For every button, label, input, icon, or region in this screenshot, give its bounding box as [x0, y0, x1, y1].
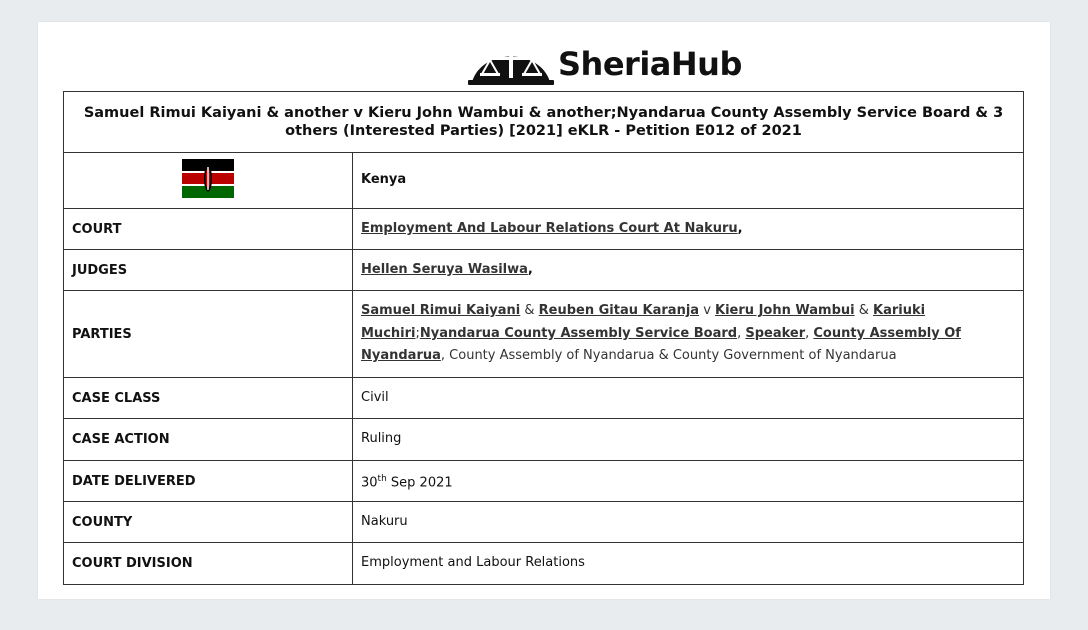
case-action-label: CASE ACTION — [64, 419, 353, 461]
court-row — [64, 209, 1024, 250]
kenya-flag-icon — [182, 159, 234, 198]
brand-name: SheriaHub — [558, 45, 742, 83]
county-value: Nakuru — [353, 502, 1024, 543]
sheriahub-logo[interactable] — [468, 38, 742, 90]
judges-value — [353, 250, 1024, 291]
judges-suffix: , — [527, 261, 533, 277]
case-class-value: Civil — [353, 378, 1024, 419]
party-link-6[interactable]: Speaker — [745, 325, 806, 341]
party-link-3[interactable]: Kieru John Wambui — [715, 303, 855, 319]
court-value — [353, 209, 1024, 250]
party-link-7[interactable]: County Assembly Of Nyandarua — [361, 325, 961, 364]
case-action-row — [64, 419, 1024, 461]
party-sep: ; — [415, 325, 420, 341]
date-delivered-label: DATE DELIVERED — [64, 461, 353, 502]
party-sep: , — [805, 325, 814, 341]
party-link-4[interactable]: Kariuki Muchiri — [361, 303, 926, 341]
case-class-label: CASE CLASS — [64, 378, 353, 419]
date-delivered-value — [353, 461, 1024, 502]
country-name: Kenya — [353, 153, 1024, 209]
county-row — [64, 502, 1024, 543]
date-ordinal: th — [377, 473, 387, 484]
case-action-value: Ruling — [353, 419, 1024, 461]
party-sep: & — [854, 303, 873, 319]
date-rest: Sep 2021 — [386, 474, 453, 490]
parties-row — [64, 291, 1024, 378]
flag-cell — [64, 153, 353, 209]
date-delivered-row — [64, 461, 1024, 502]
court-suffix: , — [737, 220, 743, 236]
country-row — [64, 153, 1024, 209]
case-class-row — [64, 378, 1024, 419]
party-rest: , County Assembly of Nyandarua & County Government of Nyandarua — [440, 348, 897, 364]
party-sep: & — [520, 303, 539, 319]
parties-value — [353, 291, 1024, 378]
party-sep: , — [737, 325, 746, 341]
title-row — [64, 92, 1024, 153]
party-link-5[interactable]: Nyandarua County Assembly Service Board — [419, 325, 738, 341]
court-division-value: Employment and Labour Relations — [353, 543, 1024, 585]
case-card — [38, 22, 1050, 599]
scales-of-justice-icon — [468, 42, 554, 86]
judges-label: JUDGES — [64, 250, 353, 291]
date-day: 30 — [361, 474, 378, 490]
judge-link[interactable]: Hellen Seruya Wasilwa — [361, 261, 528, 277]
case-details-table — [63, 91, 1024, 585]
judges-row — [64, 250, 1024, 291]
party-link-2[interactable]: Reuben Gitau Karanja — [538, 303, 700, 319]
case-title: Samuel Rimui Kaiyani & another v Kieru John Wambui & another;Nyandarua County Assembly Service Board & 3 others (Interested Parties) [2021] eKLR - Petition E012 of 2021 — [64, 92, 1024, 153]
court-division-label: COURT DIVISION — [64, 543, 353, 585]
county-label: COUNTY — [64, 502, 353, 543]
court-link[interactable]: Employment And Labour Relations Court At Nakuru — [361, 220, 738, 236]
parties-label: PARTIES — [64, 291, 353, 378]
party-link-1[interactable]: Samuel Rimui Kaiyani — [361, 303, 521, 319]
party-sep: v — [699, 303, 716, 319]
court-division-row — [64, 543, 1024, 585]
court-label: COURT — [64, 209, 353, 250]
